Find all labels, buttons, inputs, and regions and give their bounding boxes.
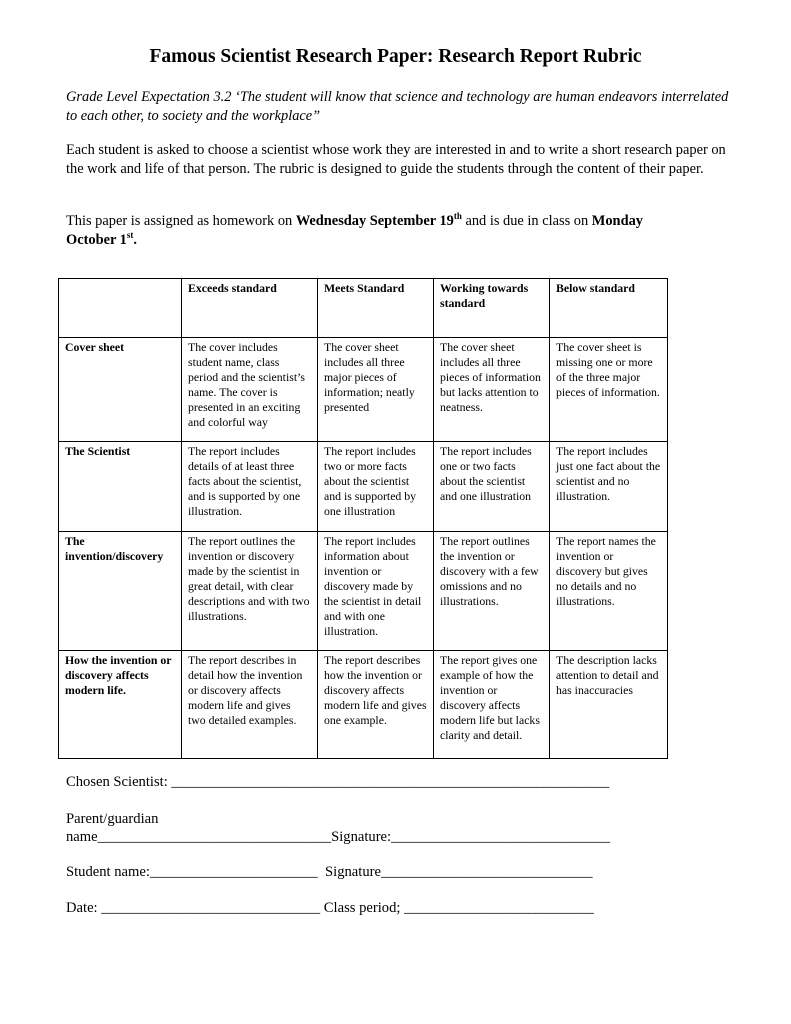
- rubric-cell: The report outlines the invention or discovery with a few omissions and no illustrations.: [434, 532, 550, 651]
- parent-name-signature-field[interactable]: name________________________________Signature:______________________________: [66, 829, 610, 845]
- rubric-cell: The report gives one example of how the invention or discovery affects modern life but lacks clarity and detail.: [434, 651, 550, 759]
- student-name-signature-field[interactable]: Student name:_______________________ Signature_____________________________: [66, 864, 593, 880]
- criterion-modern-life: How the invention or discovery affects modern life.: [59, 651, 182, 759]
- rubric-header-meets: Meets Standard: [318, 279, 434, 338]
- rubric-table: [58, 278, 668, 759]
- date-class-period-field[interactable]: Date: ______________________________ Class period; __________________________: [66, 900, 594, 916]
- rubric-cell: The cover sheet is missing one or more of the three major pieces of information.: [550, 338, 668, 442]
- rubric-cell: The report includes information about invention or discovery made by the scientist in detail and with one illustration.: [318, 532, 434, 651]
- rubric-row-invention: [59, 532, 668, 651]
- due-date: October 1st.: [66, 230, 137, 248]
- rubric-cell: The report describes in detail how the invention or discovery affects modern life and gives two detailed examples.: [182, 651, 318, 759]
- rubric-cell: The report describes how the invention or discovery affects modern life and gives one example.: [318, 651, 434, 759]
- rubric-header-exceeds: Exceeds standard: [182, 279, 318, 338]
- criterion-cover-sheet: Cover sheet: [59, 338, 182, 442]
- rubric-cell: The report includes just one fact about the scientist and no illustration.: [550, 442, 668, 532]
- rubric-cell: The report includes two or more facts about the scientist and is supported by one illustration: [318, 442, 434, 532]
- criterion-scientist: The Scientist: [59, 442, 182, 532]
- assignment-prefix: This paper is assigned as homework on: [66, 213, 296, 229]
- rubric-header-row: [59, 279, 668, 338]
- assigned-date-suffix: th: [453, 211, 462, 222]
- assignment-middle: and is due in class on: [461, 213, 592, 229]
- criterion-invention: The invention/discovery: [59, 532, 182, 651]
- chosen-scientist-field[interactable]: Chosen Scientist: ____________________________________________________________: [66, 774, 610, 790]
- parent-guardian-label: Parent/guardian: [66, 811, 159, 827]
- rubric-cell: The report includes details of at least three facts about the scientist, and is supported by one illustration.: [182, 442, 318, 532]
- page-title: Famous Scientist Research Paper: Research Report Rubric: [149, 46, 642, 67]
- rubric-row-scientist: [59, 442, 668, 532]
- due-date-line1: Monday: [591, 213, 643, 229]
- rubric-cell: The cover sheet includes all three pieces of information but lacks attention to neatness.: [434, 338, 550, 442]
- intro-paragraph: Each student is asked to choose a scientist whose work they are interested in and to write a short research paper on the work and life of that person. The rubric is designed to guide the students through the content of their paper.: [66, 142, 726, 177]
- rubric-cell: The cover sheet includes all three major pieces of information; neatly presented: [318, 338, 434, 442]
- rubric-cell: The description lacks attention to detail and has inaccuracies: [550, 651, 668, 759]
- rubric-row-cover-sheet: [59, 338, 668, 442]
- rubric-cell: The report names the invention or discovery but gives no details and no illustrations.: [550, 532, 668, 651]
- rubric-header-empty: [59, 279, 182, 338]
- rubric-cell: The report includes one or two facts about the scientist and one illustration: [434, 442, 550, 532]
- assigned-date: Wednesday September 19th: [295, 211, 462, 229]
- grade-level-expectation: Grade Level Expectation 3.2 ‘The student will know that science and technology are human endeavors interrelated to each other, to society and the workplace”: [66, 89, 729, 124]
- due-date-suffix: st: [126, 230, 134, 241]
- rubric-row-modern-life: [59, 651, 668, 759]
- rubric-cell: The report outlines the invention or discovery made by the scientist in great detail, with clear descriptions and with two illustrations.: [182, 532, 318, 651]
- rubric-header-below: Below standard: [550, 279, 668, 338]
- rubric-cell: The cover includes student name, class period and the scientist’s name. The cover is presented in an exciting and colorful way: [182, 338, 318, 442]
- assignment-paragraph: [66, 212, 736, 250]
- rubric-header-working: Working towards standard: [434, 279, 550, 338]
